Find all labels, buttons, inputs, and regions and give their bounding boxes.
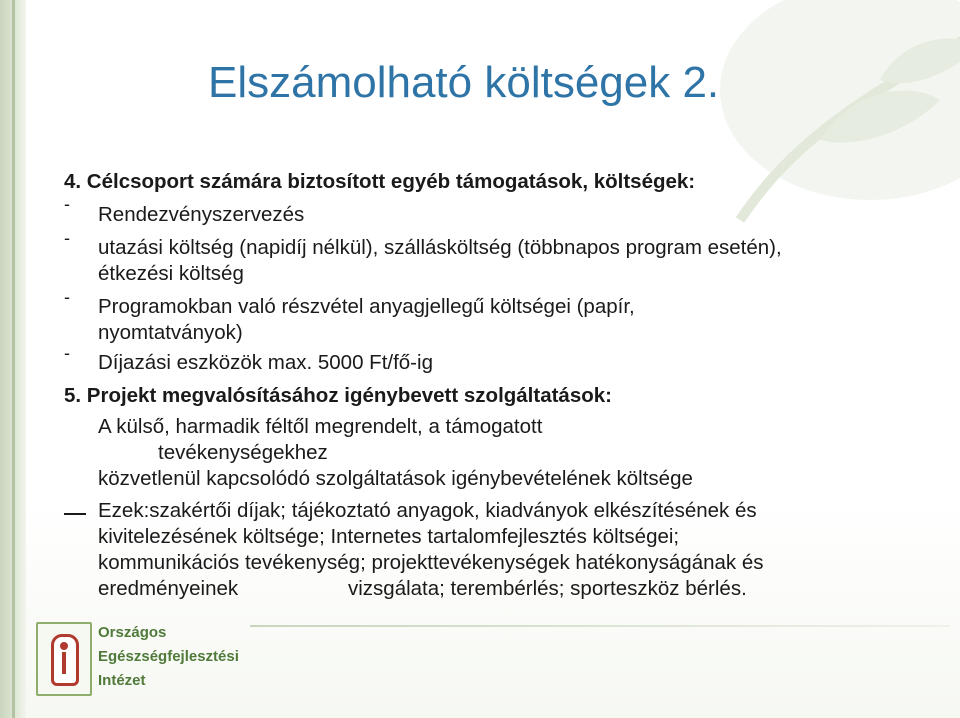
list-item: Díjazási eszközök max. 5000 Ft/fő-ig [98, 351, 433, 374]
left-decor-line [12, 0, 15, 718]
footer-divider [250, 625, 950, 627]
examples-text-continued: eredményeinek [98, 577, 239, 600]
examples-text: Ezek:szakértői díjak; tájékoztató anyagok, kiadványok elkészítésének és [98, 499, 757, 522]
list-item: Programokban való részvétel anyagjellegű költségei (papír, [98, 295, 635, 318]
bullet-dash: - [64, 343, 70, 363]
long-dash [64, 513, 86, 515]
logo-text-line: Egészségfejlesztési [98, 648, 239, 665]
heading-5: 5. Projekt megvalósításához igénybevett szolgáltatások: [64, 384, 612, 407]
list-item: utazási költség (napidíj nélkül), szállásköltség (többnapos program esetén), [98, 236, 782, 259]
examples-text-continued: kommunikációs tevékenység; projekttevékenységek hatékonyságának és [98, 551, 764, 574]
logo-text-line: Országos [98, 624, 167, 641]
bullet-dash: - [64, 194, 70, 214]
leaf-watermark-icon [620, 0, 960, 270]
institute-logo [36, 620, 276, 700]
slide-title: Elszámolható költségek 2. [208, 58, 720, 107]
services-text-continued: közvetlenül kapcsolódó szolgáltatások igénybevételének költsége [98, 467, 693, 490]
list-item: Rendezvényszervezés [98, 203, 305, 226]
bullet-dash: - [64, 228, 70, 248]
services-text-continued: tevékenységekhez [158, 441, 328, 464]
examples-text-continued: vizsgálata; terembérlés; sporteszköz bérlés. [348, 577, 747, 600]
examples-text-continued: kivitelezésének költsége; Internetes tartalomfejlesztés költségei; [98, 525, 680, 548]
logo-emblem-icon [36, 622, 92, 696]
services-text: A külső, harmadik féltől megrendelt, a támogatott [98, 415, 543, 438]
list-item-continued: étkezési költség [98, 262, 244, 285]
heading-4: 4. Célcsoport számára biztosított egyéb támogatások, költségek: [64, 170, 696, 193]
list-item-continued: nyomtatványok) [98, 321, 243, 344]
logo-text-line: Intézet [98, 672, 146, 689]
bullet-dash: - [64, 287, 70, 307]
